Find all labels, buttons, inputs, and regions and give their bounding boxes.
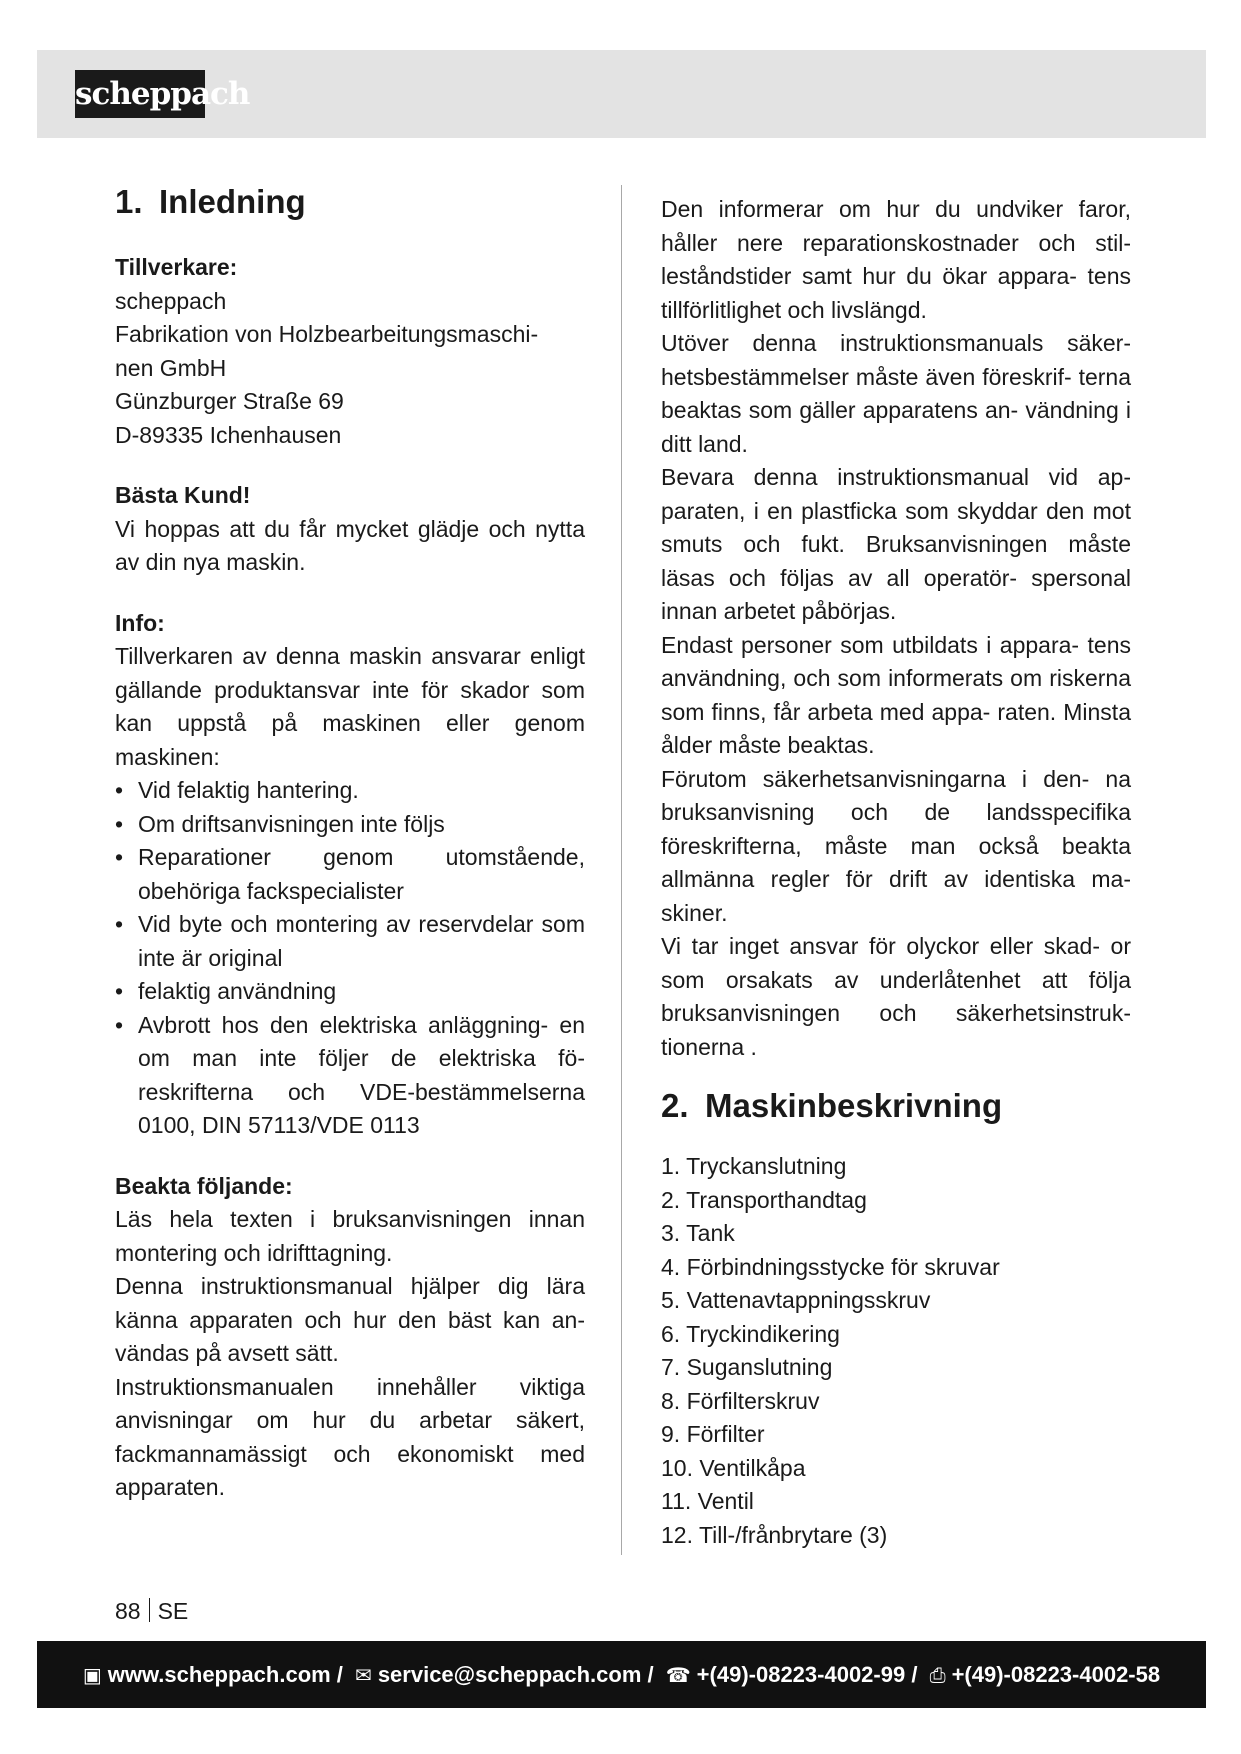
contact-footer [37, 1641, 1206, 1708]
list-item: • Avbrott hos den elektriska anläggning- en om man inte följer de elektriska fö- reskrifterna och VDE-bestämmelserna 0100, DIN 57113/VDE 0113 [115, 1011, 585, 1138]
observe-paragraph: Denna instruktionsmanual hjälper dig lära känna apparaten och hur den bäst kan an- vändas på avsett sätt. [115, 1273, 585, 1366]
left-column [115, 180, 585, 1505]
list-item: 6. Tryckindikering [661, 1320, 840, 1347]
list-item: • felaktig användning [115, 978, 337, 1004]
computer-icon: ▣ [82, 1663, 102, 1687]
fax-number: +(49)-08223-4002-58 [951, 1662, 1161, 1687]
right-column [661, 193, 1131, 1552]
fax-icon: ⎙ [929, 1663, 946, 1687]
dear-customer-label: Bästa Kund! [115, 482, 251, 508]
list-item: • Vid felaktig hantering. [115, 777, 359, 803]
list-item: 1. Tryckanslutning [661, 1153, 847, 1179]
list-item: • Vid byte och montering av reservdelar som inte är original [115, 911, 585, 971]
list-item: 2. Transporthandtag [661, 1186, 867, 1213]
observe-paragraph: Instruktionsmanualen innehåller viktiga anvisningar om hur du arbetar säkert, fackmannamässigt och ekonomiskt med apparaten. [115, 1373, 585, 1500]
page-number: 88 SE [115, 1598, 189, 1624]
body-paragraph: Förutom säkerhetsanvisningarna i den- na bruksanvisning och de landsspecifika föreskrifterna, måste man också beakta allmänna regler för drift av identiska ma- skiner. [661, 765, 1131, 926]
website-link[interactable]: www.scheppach.com / [107, 1662, 343, 1687]
info-text: Tillverkaren av denna maskin ansvarar enligt gällande produktansvar inte för skador som kan uppstå på maskinen eller genom maskinen: [115, 643, 585, 770]
scheppach-logo: scheppach [75, 70, 205, 118]
column-divider [621, 185, 622, 1555]
body-paragraph: Endast personer som utbildats i appara- tens användning, och som informerats om riskerna som finns, får arbeta med appa- raten. Minsta ålder måste beaktas. [661, 631, 1131, 758]
manufacturer-address: scheppach Fabrikation von Holzbearbeitungsmaschi- nen GmbH Günzburger Straße 69 D-89335 Ichenhausen [115, 287, 539, 448]
list-item: 12. Till-/frånbrytare (3) [661, 1521, 888, 1548]
email-link[interactable]: service@scheppach.com / [377, 1662, 654, 1687]
observe-label: Beakta följande: [115, 1172, 293, 1199]
section-heading-machine: 2. Maskinbeskrivning [661, 1087, 1003, 1124]
info-label: Info: [115, 609, 165, 636]
list-item: 8. Förfilterskruv [661, 1387, 820, 1414]
list-item: 3. Tank [661, 1220, 735, 1246]
dear-customer-text: Vi hoppas att du får mycket glädje och nytta av din nya maskin. [115, 515, 585, 575]
list-item: 4. Förbindningsstycke för skruvar [661, 1253, 1000, 1280]
email-icon: ✉ [355, 1663, 372, 1687]
body-paragraph: Utöver denna instruktionsmanuals säker- hetsbestämmelser måste även föreskrif- terna beaktas som gäller apparatens an- vändning i ditt land. [661, 330, 1131, 457]
body-paragraph: Den informerar om hur du undviker faror, håller nere reparationskostnader och stil- leståndstider samt hur du ökar appara- tens tillförlitlighet och livslängd. [661, 196, 1131, 323]
list-item: • Om driftsanvisningen inte följs [115, 810, 445, 837]
list-item: 5. Vattenavtappningsskruv [661, 1287, 931, 1313]
list-item: • Reparationer genom utomstående, obehöriga fackspecialister [115, 844, 585, 904]
phone-number: +(49)-08223-4002-99 / [696, 1662, 918, 1687]
list-item: 10. Ventilkåpa [661, 1454, 806, 1481]
list-item: 7. Suganslutning [661, 1354, 833, 1380]
phone-icon: ☎ [665, 1663, 691, 1687]
body-paragraph: Bevara denna instruktionsmanual vid ap- paraten, i en plastficka som skyddar den mot smuts och fukt. Bruksanvisningen måste läsas och följas av all operatör- spersonal innan arbetet påbörjas. [661, 464, 1131, 624]
liability-list [115, 774, 585, 1143]
parts-list [661, 1150, 1131, 1552]
header-band [37, 50, 1206, 138]
list-item: 9. Förfilter [661, 1421, 765, 1447]
section-heading-intro: 1. Inledning [115, 183, 306, 220]
list-item: 11. Ventil [661, 1488, 754, 1514]
body-paragraph: Vi tar inget ansvar för olyckor eller skad- or som orsakats av underlåtenhet att följa bruksanvisningen och säkerhetsinstruk- tionerna . [661, 933, 1131, 1060]
observe-paragraph: Läs hela texten i bruksanvisningen innan montering och idrifttagning. [115, 1206, 585, 1266]
manufacturer-label: Tillverkare: [115, 254, 238, 280]
